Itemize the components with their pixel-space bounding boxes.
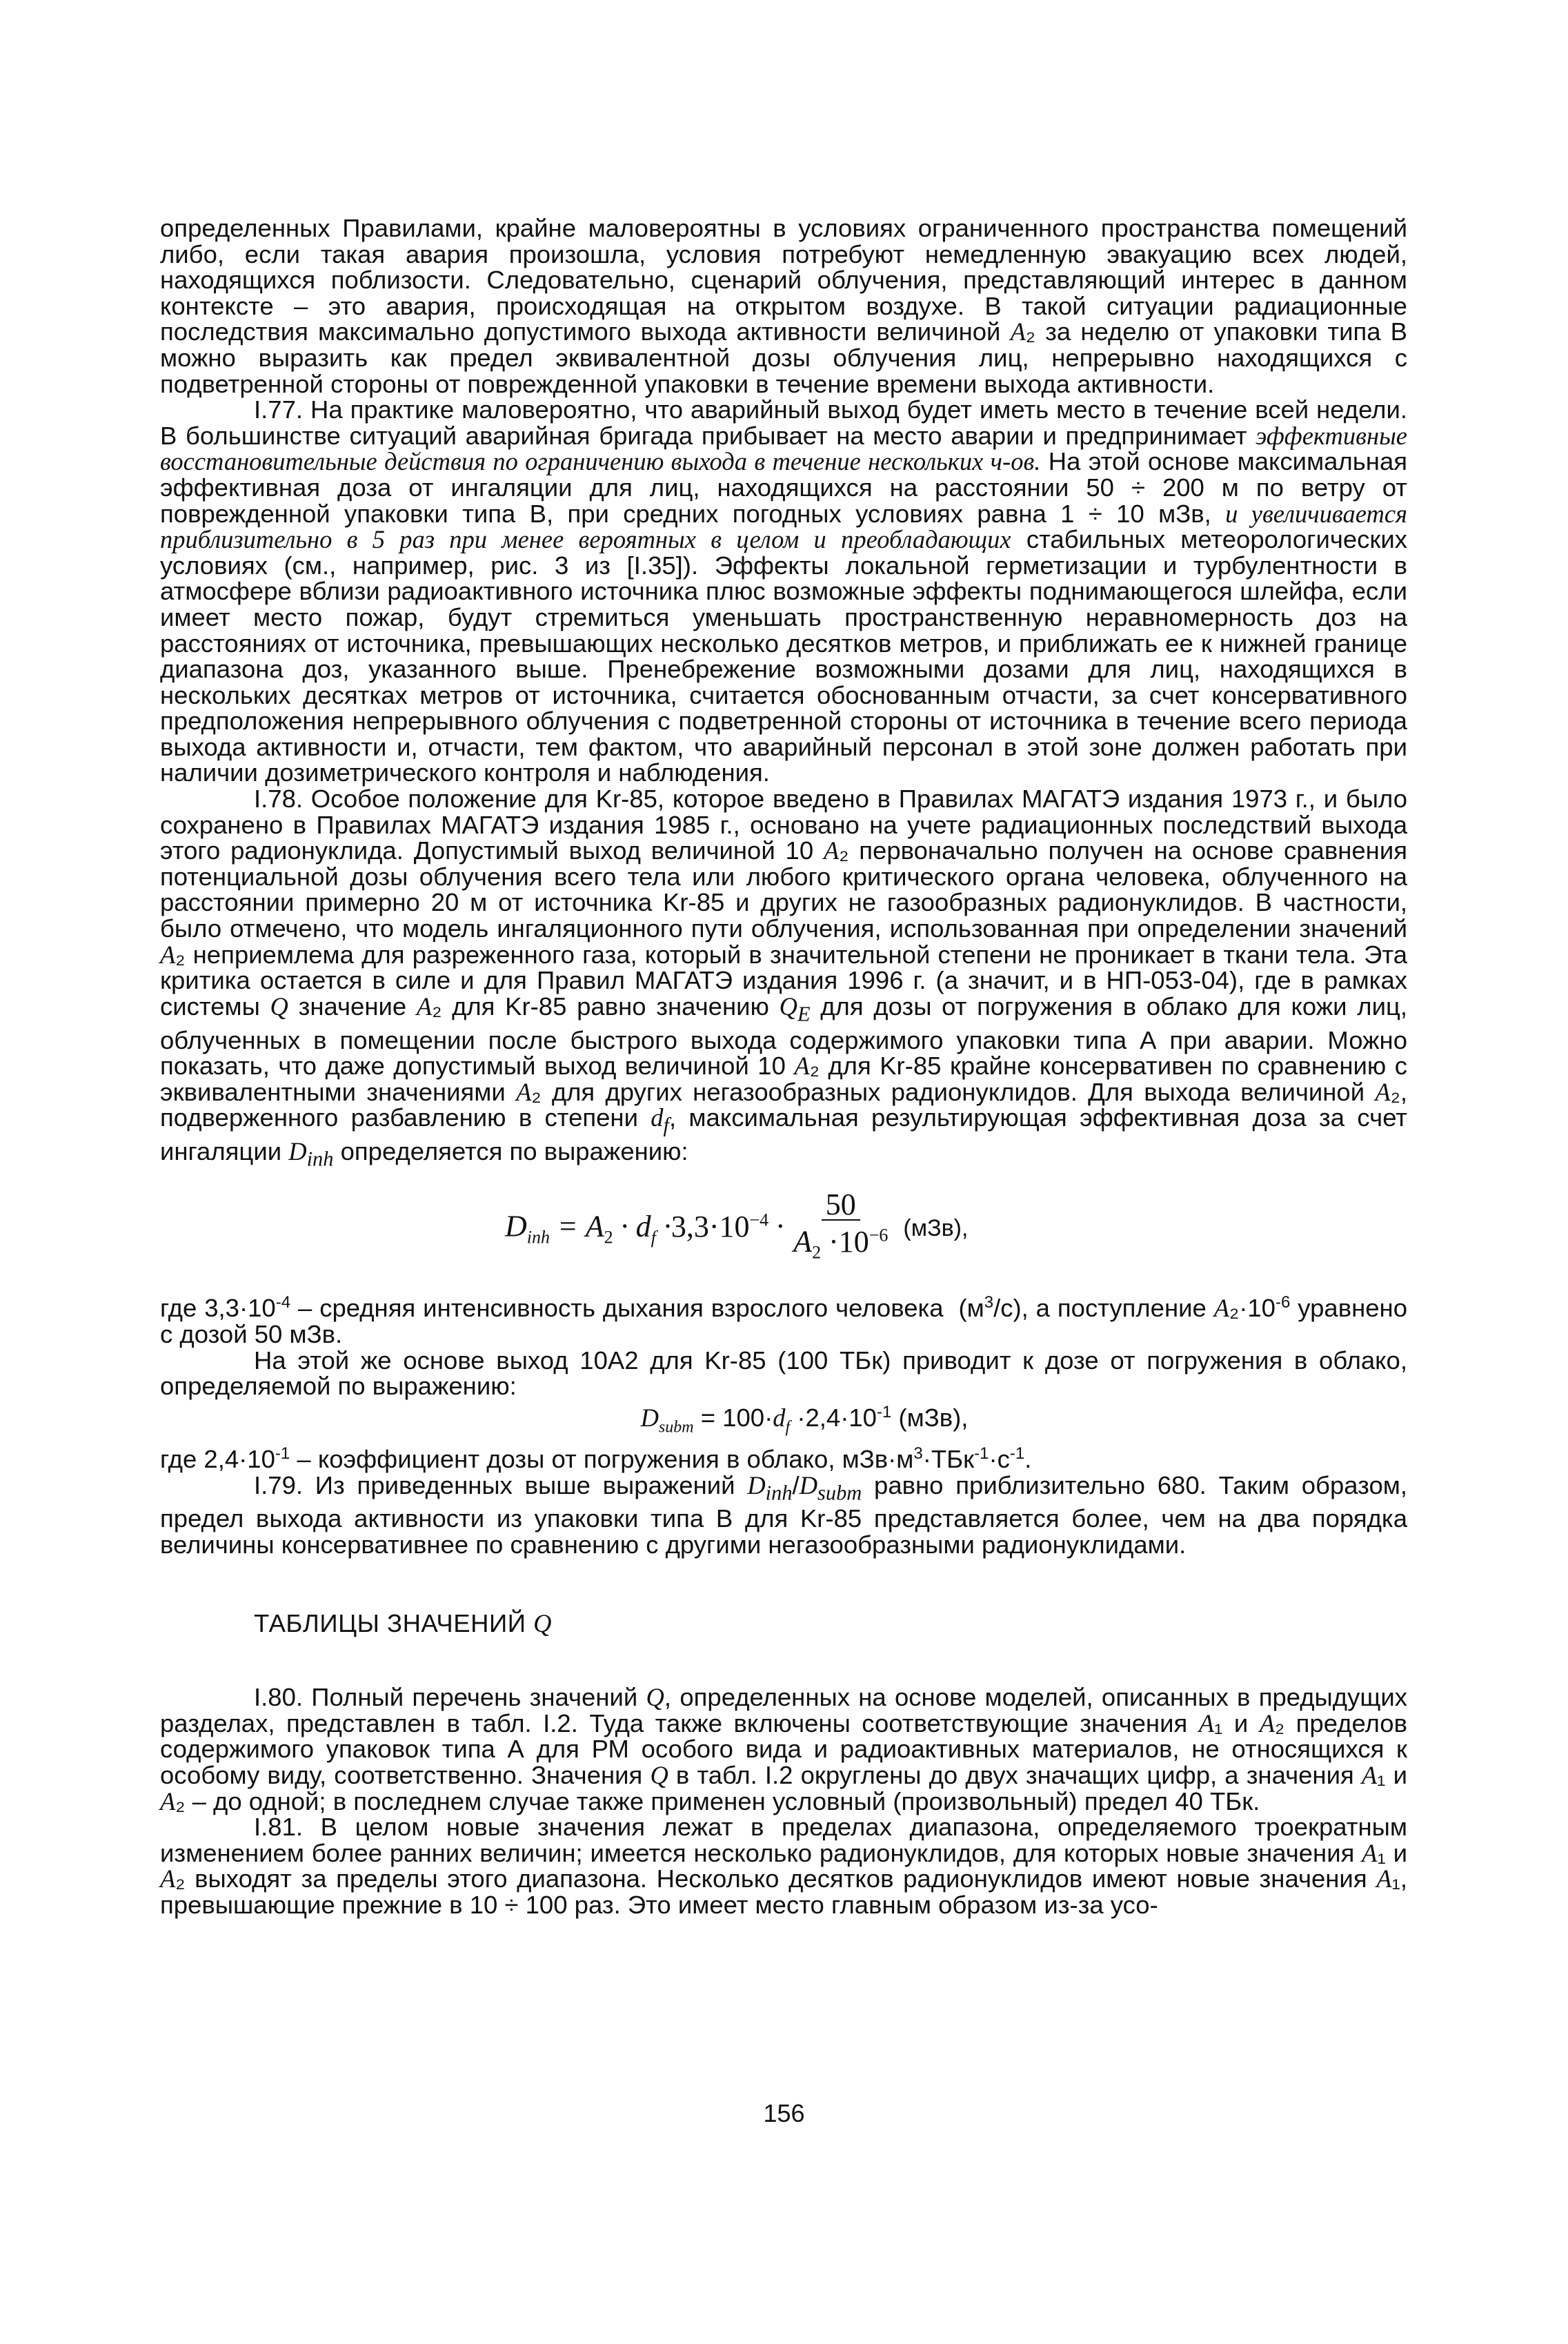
page-number: 156 [763,2099,805,2127]
paragraph-i77: I.77. На практике маловероятно, что аварийный выход будет иметь место в течение всей недели. В большинстве ситуаций аварийная бригада прибывает на место аварии и предпринимает эффективные восстановительные действия по ограничению выхода в течение нескольких ч-ов. На этой основе максимальная эффективная доза от ингаляции для лиц, находящихся на расстоянии 50 ÷ 200 м по ветру от поврежденной упаковки типа В, при средних погодных условиях равна 1 ÷ 10 мЗв, и увеличивается приблизительно в 5 раз при менее вероятных в целом и преобладающих стабильных метеорологических условиях (см., например, рис. 3 из [I.35]). Эффекты локальной герметизации и турбулентности в атмосфере вблизи радиоактивного источника плюс возможные эффекты поднимающегося шлейфа, если имеет место пожар, будут стремиться уменьшать пространственную неравномерность доз на расстояниях от источника, превышающих несколько десятков метров, и приближать ее к нижней границе диапазона доз, указанного выше. Пренебрежение возможными дозами для лиц, находящихся в нескольких десятках метров от источника, считается обоснованным отчасти, за счет консервативного предположения непрерывного облучения с подветренной стороны от источника в течение всего периода выхода активности и, отчасти, тем фактом, что аварийный персонал в этой зоне должен работать при наличии дозиметрического контроля и наблюдения. [160,395,1408,787]
equation-dinh-unit: (мЗв), [903,1214,969,1241]
paragraph-i78: I.78. Особое положение для Kr-85, которое введено в Правилах МАГАТЭ издания 1973 г., и было сохранено в Правилах МАГАТЭ издания 1985 г., основано на учете радиационных последствий выхода этого радионуклида. Допустимый выход величиной 10 A₂ первоначально получен на основе сравнения потенциальной дозы облучения всего тела или любого критического органа человека, облученного на расстоянии примерно 20 м от источника Kr-85 и других не газообразных радионуклидов. В частности, было отмечено, что модель ингаляционного пути облучения, использованная при определении значений A₂ неприемлема для разреженного газа, который в значительной степени не проникает в ткани тела. Эта критика остается в силе и для Правил МАГАТЭ издания 1996 г. (а значит, и в НП-053-04), где в рамках системы Q значение A₂ для Kr-85 равно значению $Q_E$ для дозы от погружения в облако для кожи лиц, облученных в помещении после быстрого выхода содержимого упаковки типа А при аварии. Можно показать, что даже допустимый выход величиной 10 A₂ для Kr-85 крайне консервативен по сравнению с эквивалентными значениями A₂ для других негазообразных радионуклидов. Для выхода величиной A₂, подверженного разбавлению в степени $d_f$, максимальная результирующая эффективная доза за счет ингаляции $D_{inh}$ определяется по выражению: [160,785,1408,1171]
paragraph-i79: I.79. Из приведенных выше выражений $D_{inh}/D_{subm}$ равно приблизительно 680. Таким образом, предел выхода активности из упаковки типа В для Kr-85 представляется более, чем на два порядка величины консервативнее по сравнению с другими негазообразными радионуклидами. [160,1470,1407,1559]
equation-dsubm: $D_{subm} = 100\cdot d_f \cdot 2,4\cdot 10^{-1}$ (мЗв), [640,1402,969,1437]
paragraph-i80: I.80. Полный перечень значений Q, определенных на основе моделей, описанных в предыдущих разделах, представлен в табл. I.2. Туда также включены соответствующие значения A₁ и A₂ пределов содержимого упаковок типа А для РМ особого вида и радиоактивных материалов, не относящихся к особому виду, соответственно. Значения Q в табл. I.2 округлены до двух значащих цифр, а значения A₁ и A₂ – до одной; в последнем случае также применен условный (произвольный) предел 40 ТБк. [160,1683,1407,1815]
paragraph-same-basis: На этой же основе выход 10A2 для Kr-85 (100 ТБк) приводит к дозе от погружения в облако, определяемой по выражению: [160,1346,1407,1401]
paragraph-intro: определенных Правилами, крайне маловероятны в условиях ограниченного пространства помещений либо, если такая авария произошла, условия потребуют немедленную эвакуацию всех людей, находящихся поблизости. Следовательно, сценарий облучения, представляющий интерес в данном контексте – это авария, происходящая на открытом воздухе. В такой ситуации радиационные последствия максимально допустимого выхода активности величиной A₂ за неделю от упаковки типа В можно выразить как предел эквивалентной дозы облучения лиц, непрерывно находящихся с подветренной стороны от поврежденной упаковки в течение времени выхода активности. [160,214,1407,398]
paragraph-where-dinh: где $3,3\cdot 10^{-4}$ – средняя интенсивность дыхания взрослого человека $(м^3/с)$, а поступление $A_2\cdot 10^{-6}$ уравнено с дозой 50 мЗв. [160,1293,1408,1349]
paragraph-i81: I.81. В целом новые значения лежат в пределах диапазона, определяемого троекратным изменением более ранних величин; имеется несколько радионуклидов, для которых новые значения A₁ и A₂ выходят за пределы этого диапазона. Несколько десятков радионуклидов имеют новые значения A₁, превышающие прежние в 10 ÷ 100 раз. Это имеет место главным образом из-за усо- [160,1813,1407,1920]
equation-dinh-lhs: $D_{inh} = A_2 \cdot d_f \cdot 3,3\cdot 10^{-4}$ · [505,1209,784,1248]
equation-dinh-denominator: $A_2 \cdot 10^{-6}$ [793,1224,889,1263]
paragraph-where-dsubm: где $2,4\cdot 10^{-1}$ – коэффициент дозы от погружения в облако, $мЗв\cdot м^3\cdot ТБк^{-1}\cdot с^{-1}$. [160,1444,1032,1473]
equation-dinh [160,1181,1407,1283]
document-page [160,215,1407,1918]
section-heading: ТАБЛИЦЫ ЗНАЧЕНИЙ Q [254,1608,552,1637]
equation-dinh-numerator: 50 [822,1192,860,1221]
equation-dinh-fraction [793,1188,889,1265]
